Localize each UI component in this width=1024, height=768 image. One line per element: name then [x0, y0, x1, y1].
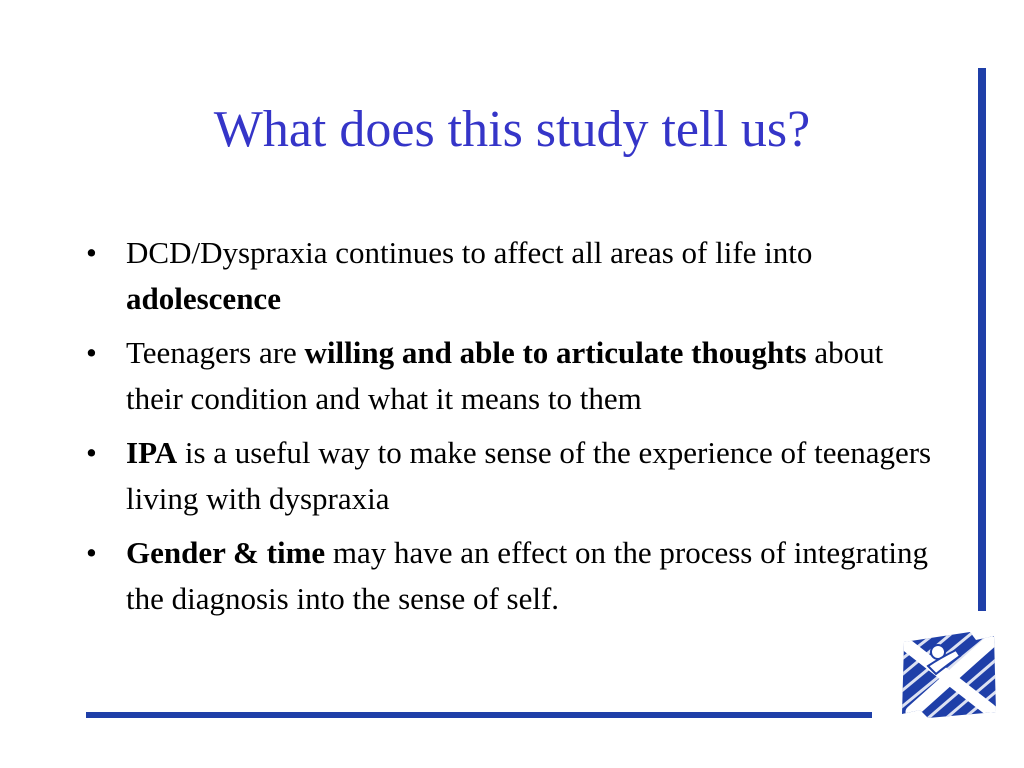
bullet-segment-bold: Gender & time [126, 535, 326, 570]
logo-flag-background [898, 628, 998, 720]
bullet-segment: Teenagers are [126, 335, 305, 370]
bullet-text [126, 335, 883, 416]
horizontal-accent-bar [86, 712, 872, 718]
saltire-flag-figure-logo-icon [898, 628, 998, 720]
bullet-segment: DCD/Dyspraxia continues to affect all areas of life into [126, 235, 813, 270]
bullet-text [126, 235, 812, 316]
bullet-marker: • [86, 435, 97, 470]
bullet-item-4 [86, 530, 946, 622]
bullet-item-2 [86, 330, 946, 422]
logo-svg [898, 628, 998, 720]
bullet-list [86, 230, 946, 630]
bullet-item-3 [86, 430, 946, 522]
bullet-marker: • [86, 335, 97, 370]
slide-title: What does this study tell us? [213, 101, 811, 158]
bullet-segment-bold: willing and able to articulate thoughts [304, 335, 807, 370]
bullet-marker: • [86, 535, 97, 570]
bullet-segment: about their condition and what it means to them [126, 335, 884, 416]
bullet-text [126, 435, 931, 516]
bullet-segment: may have an effect on the process of integrating the diagnosis into the sense of self. [126, 535, 928, 616]
bullet-item-1 [86, 230, 946, 322]
bullet-marker: • [86, 235, 97, 270]
bullet-segment-bold: adolescence [126, 281, 281, 316]
bullet-segment: is a useful way to make sense of the experience of teenagers living with dyspraxia [126, 435, 932, 516]
vertical-accent-bar [978, 68, 986, 611]
bullet-segment-bold: IPA [126, 435, 178, 470]
bullet-text [126, 535, 928, 616]
